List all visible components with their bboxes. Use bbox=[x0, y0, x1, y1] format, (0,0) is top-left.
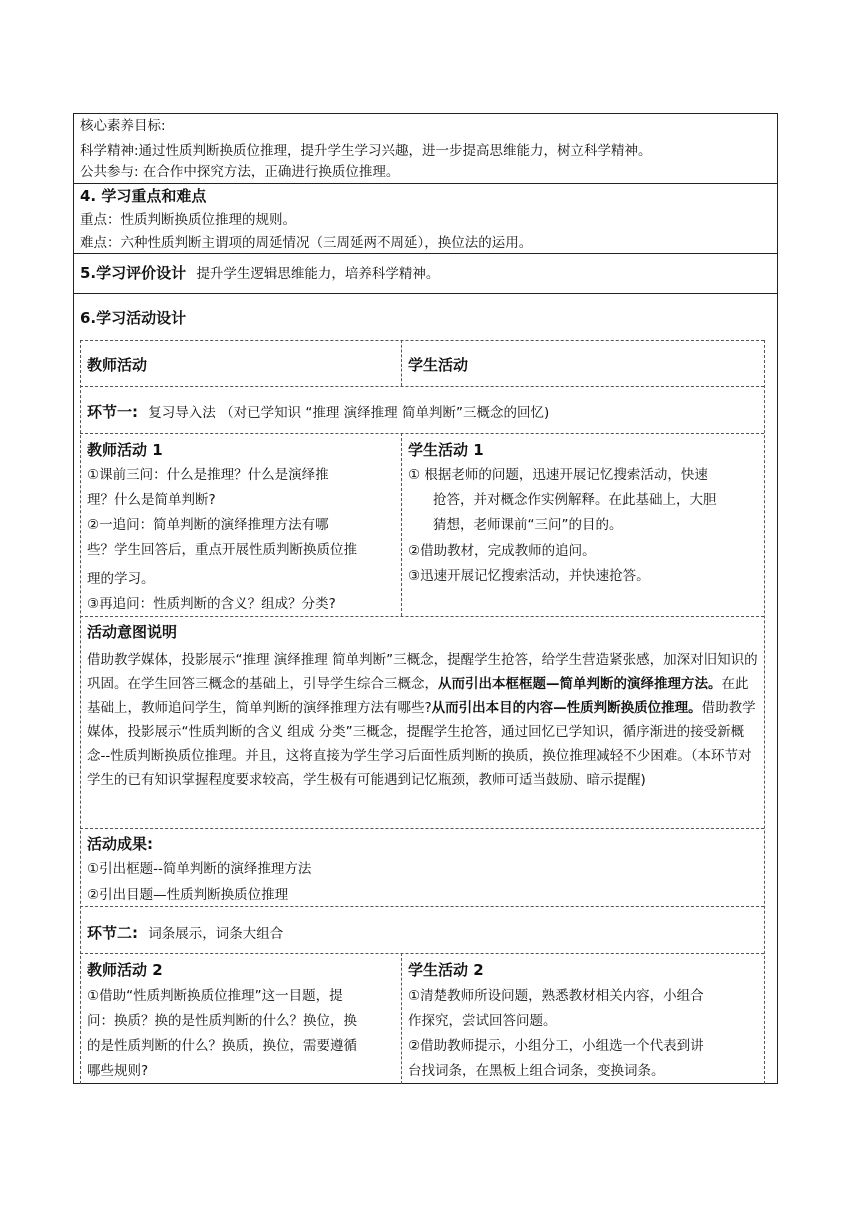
stage2-label: 环节二: bbox=[87, 924, 138, 942]
grid-line bbox=[80, 386, 764, 387]
teacher-activity-2-title: 教师活动 2 bbox=[87, 961, 163, 979]
science-spirit-text: 科学精神:通过性质判断换质位推理，提升学生学习兴趣，进一步提高思维能力，树立科学精神。 bbox=[80, 143, 652, 159]
section4-heading: 4. 学习重点和难点 bbox=[80, 187, 207, 205]
stage1-row bbox=[87, 403, 549, 422]
difficulty-text: 难点：六种性质判断主谓项的周延情况（三周延两不周延），换位法的运用。 bbox=[80, 235, 533, 251]
grid-line bbox=[764, 340, 765, 1084]
grid-line bbox=[401, 433, 402, 616]
student-activity-1-line: 猜想，老师课前“三问”的目的。 bbox=[433, 517, 623, 533]
student-activity-2-line: 台找词条，在黑板上组合词条，变换词条。 bbox=[408, 1063, 665, 1079]
grid-line bbox=[80, 906, 764, 907]
grid-line bbox=[80, 433, 764, 434]
divider bbox=[73, 293, 778, 294]
grid-line bbox=[80, 340, 81, 1084]
section5-text: 提升学生逻辑思维能力，培养科学精神。 bbox=[196, 266, 440, 282]
student-activity-2-line: ②借助教师提示，小组分工，小组选一个代表到讲 bbox=[408, 1038, 704, 1054]
grid-line bbox=[80, 828, 764, 829]
teacher-activity-1-line: ②一追问：简单判断的演绎推理方法有哪 bbox=[87, 517, 329, 533]
column-header-student: 学生活动 bbox=[408, 356, 469, 374]
divider bbox=[73, 253, 778, 254]
activity-result-item: ①引出框题--简单判断的演绎推理方法 bbox=[87, 861, 312, 877]
stage2-row bbox=[87, 924, 283, 943]
student-activity-2-line: 作探究，尝试回答问题。 bbox=[408, 1013, 557, 1029]
column-header-teacher: 教师活动 bbox=[87, 356, 148, 374]
teacher-activity-2-line: 问：换质？换的是性质判断的什么？换位，换 bbox=[87, 1013, 357, 1029]
teacher-activity-2-line: 哪些规则? bbox=[87, 1063, 149, 1079]
core-literacy-heading: 核心素养目标: bbox=[80, 118, 166, 134]
grid-line bbox=[401, 953, 402, 1084]
activity-intent-paragraph bbox=[87, 648, 759, 792]
teacher-activity-1-line: 理的学习。 bbox=[87, 571, 155, 587]
teacher-activity-1-line: 理？什么是简单判断? bbox=[87, 492, 216, 508]
teacher-activity-1-line: ③再追问：性质判断的含义？组成？分类? bbox=[87, 596, 336, 612]
grid-line bbox=[80, 953, 764, 954]
student-activity-2-title: 学生活动 2 bbox=[408, 961, 484, 979]
teacher-activity-2-line: ①借助“性质判断换质位推理”这一目题，提 bbox=[87, 988, 343, 1004]
student-activity-1-line: ③迅速开展记忆搜索活动，并快速抢答。 bbox=[408, 568, 650, 584]
activity-intent-title: 活动意图说明 bbox=[87, 623, 178, 641]
teacher-activity-1-title: 教师活动 1 bbox=[87, 441, 163, 459]
teacher-activity-2-line: 的是性质判断的什么？换质，换位，需要遵循 bbox=[87, 1038, 357, 1054]
activity-result-item: ②引出目题—性质判断换质位推理 bbox=[87, 887, 289, 903]
teacher-activity-1-line: 些？学生回答后，重点开展性质判断换质位推 bbox=[87, 542, 357, 558]
activity-result-title: 活动成果: bbox=[87, 835, 153, 853]
teacher-activity-1-line: ①课前三问：什么是推理？什么是演绎推 bbox=[87, 467, 329, 483]
stage1-text: 复习导入法 （对已学知识 “推理 演绎推理 简单判断”三概念的回忆) bbox=[148, 405, 550, 421]
student-activity-1-line: ① 根据老师的问题，迅速开展记忆搜索活动，快速 bbox=[408, 467, 708, 483]
intent-text: 借助教学媒体，投影展示“性质判断的含义 组成 分类”三概念，提醒学生抢答，通过回忆已学知识，循序渐进的接受新概念--性质判断换质位推理。并且，这将直接为学生学习后面性质判断的换质，换位推理减轻不少困难。（本环节对学生的已有知识掌握程度要求较高，学生极有可能遇到记忆瓶颈，教师可适当鼓励、暗示提醒) bbox=[87, 700, 756, 788]
intent-emphasis: 从而引出本目的内容—性质判断换质位推理。 bbox=[431, 700, 702, 716]
intent-emphasis: 从而引出本框框题—简单判断的演绎推理方法。 bbox=[438, 676, 722, 692]
student-activity-1-line: 抢答，并对概念作实例解释。在此基础上，大胆 bbox=[433, 492, 717, 508]
student-activity-1-title: 学生活动 1 bbox=[408, 441, 484, 459]
stage1-label: 环节一: bbox=[87, 403, 138, 421]
grid-line bbox=[80, 616, 764, 617]
grid-line bbox=[80, 340, 764, 341]
grid-line bbox=[401, 340, 402, 386]
intent-text: 借助教学媒体，投影展示“推理 演绎推理 简单判断”三概念，提醒学生抢答，给学生营造紧张感，加深对旧知识的巩固。在学生回答三概念的基础上，引导学生综合三概念， bbox=[87, 652, 758, 692]
key-point-text: 重点：性质判断换质位推理的规则。 bbox=[80, 212, 296, 228]
student-activity-2-line: ①清楚教师所设问题，熟悉教材相关内容，小组合 bbox=[408, 988, 704, 1004]
student-activity-1-line: ②借助教材，完成教师的追问。 bbox=[408, 543, 596, 559]
stage2-text: 词条展示，词条大组合 bbox=[148, 926, 284, 942]
divider bbox=[73, 183, 778, 184]
section5-heading: 5.学习评价设计 bbox=[80, 264, 187, 282]
public-participation-text: 公共参与: 在合作中探究方法，正确进行换质位推理。 bbox=[80, 164, 400, 180]
section5-row bbox=[80, 264, 439, 283]
intent-text: 在此基础上，教师追问学生，简单判断的演绎推理方法有哪些? bbox=[87, 676, 749, 716]
section6-heading: 6.学习活动设计 bbox=[80, 309, 187, 327]
